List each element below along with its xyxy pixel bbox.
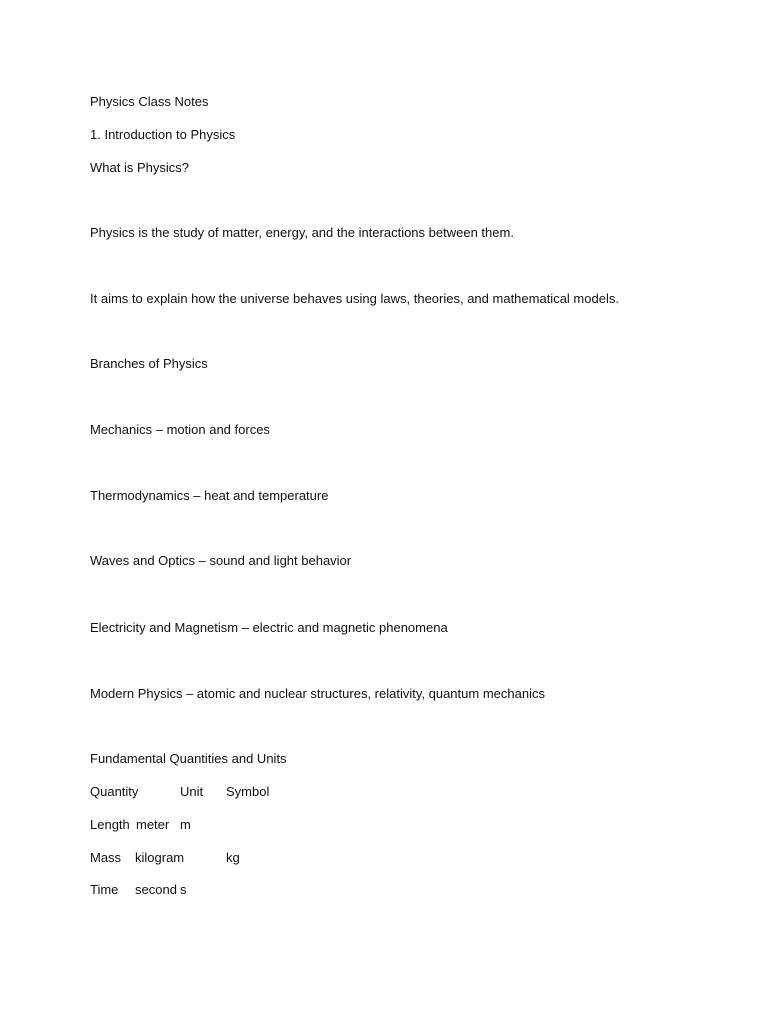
table-row xyxy=(90,882,490,898)
cell-quantity: Mass xyxy=(90,850,122,865)
section-heading: 1. Introduction to Physics xyxy=(90,127,236,142)
cell-unit: kilogram xyxy=(135,850,185,865)
branch-item: Electricity and Magnetism – electric and magnetic phenomena xyxy=(90,620,448,635)
table-row xyxy=(90,817,490,833)
table-row xyxy=(90,850,490,866)
branches-heading: Branches of Physics xyxy=(90,356,208,371)
paragraph-aim: It aims to explain how the universe behaves using laws, theories, and mathematical models. xyxy=(90,291,619,306)
branch-item: Thermodynamics – heat and temperature xyxy=(90,488,329,503)
branch-item: Waves and Optics – sound and light behavior xyxy=(90,553,352,568)
units-table-header xyxy=(90,784,490,800)
cell-quantity: Length xyxy=(90,817,130,832)
cell-symbol: m xyxy=(180,817,191,832)
branch-item: Mechanics – motion and forces xyxy=(90,422,270,437)
quantities-heading: Fundamental Quantities and Units xyxy=(90,751,287,766)
cell-unit: second xyxy=(135,882,177,897)
cell-quantity: Time xyxy=(90,882,119,897)
branch-item: Modern Physics – atomic and nuclear structures, relativity, quantum mechanics xyxy=(90,686,545,701)
header-unit: Unit xyxy=(180,784,204,799)
cell-symbol: s xyxy=(180,882,187,897)
cell-symbol: kg xyxy=(226,850,240,865)
subheading-what-is-physics: What is Physics? xyxy=(90,160,189,175)
paragraph-definition: Physics is the study of matter, energy, and the interactions between them. xyxy=(90,225,514,240)
header-quantity: Quantity xyxy=(90,784,139,799)
header-symbol: Symbol xyxy=(226,784,270,799)
document-title: Physics Class Notes xyxy=(90,94,209,109)
cell-unit: meter xyxy=(136,817,170,832)
